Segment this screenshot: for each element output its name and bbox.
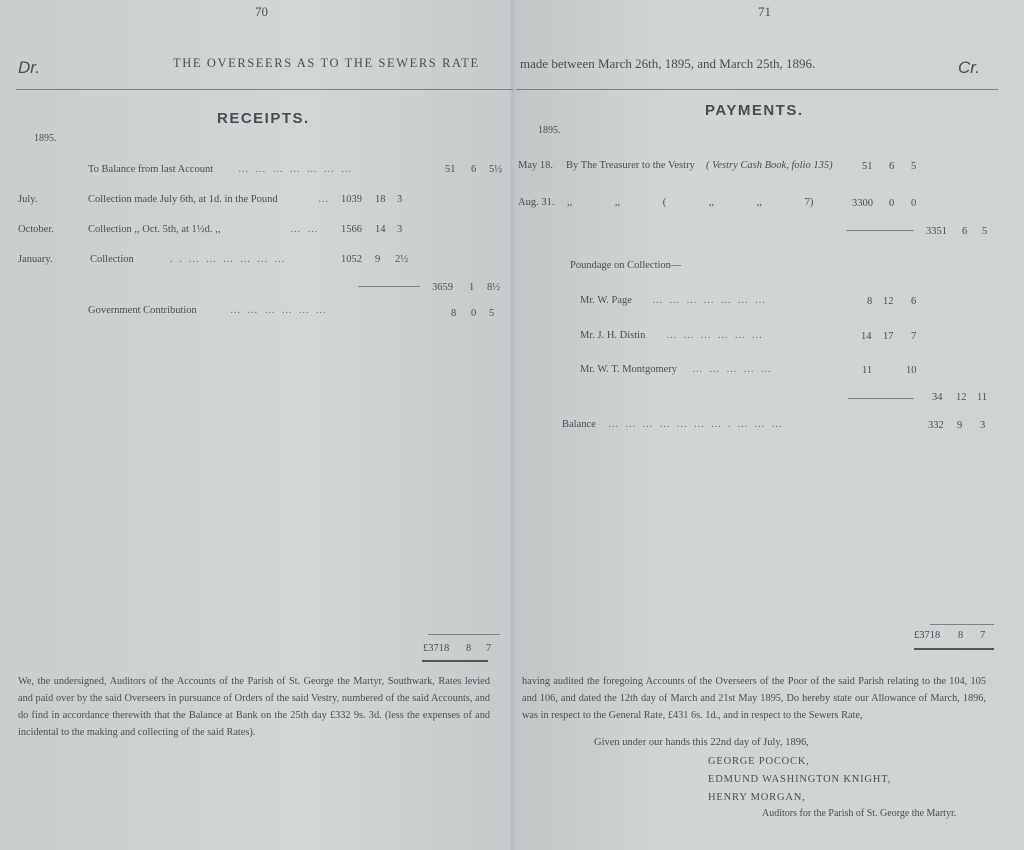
receipt-desc: Collection ,, Oct. 5th, at 1½d. ,, <box>88 224 221 235</box>
amount-pounds: 8 <box>451 308 457 319</box>
amount-pounds: 3300 <box>852 198 873 209</box>
amount-shillings: 6 <box>889 161 895 172</box>
year-left: 1895. <box>34 133 57 144</box>
leader-dots: … … … … … <box>692 364 773 375</box>
amount-pounds: 14 <box>861 331 872 342</box>
receipt-desc: To Balance from last Account <box>88 164 214 175</box>
leader-dots: … … … … … … <box>666 330 765 341</box>
balance-shillings: 9 <box>957 420 963 431</box>
total-rule-top-right <box>930 624 994 625</box>
total-shillings-right: 8 <box>958 630 964 641</box>
balance-label: Balance <box>562 419 596 430</box>
sub-pounds: 1039 <box>341 194 362 205</box>
sub-pounds: 1052 <box>341 254 362 265</box>
signatory-1: GEORGE POCOCK, <box>708 756 810 767</box>
amount-pence: 7 <box>911 331 917 342</box>
sub-shillings: 14 <box>375 224 386 235</box>
treasurer-total-pounds: 3351 <box>926 226 947 237</box>
leader-dots: … … … … … … … <box>652 295 768 306</box>
amount-pounds: 11 <box>862 365 873 376</box>
receipts-heading: RECEIPTS. <box>217 110 310 127</box>
payment-desc: By The Treasurer to the Vestry <box>566 160 695 171</box>
total-rule-top-left <box>428 634 500 635</box>
poundage-label: Poundage on Collection— <box>570 260 682 271</box>
amount-shillings: 17 <box>883 331 894 342</box>
amount-shillings: 12 <box>883 296 894 307</box>
amount-pounds: 8 <box>867 296 873 307</box>
poundage-rule <box>848 398 914 399</box>
poundage-name: Mr. W. T. Montgomery <box>580 364 678 375</box>
cr-label: Cr. <box>958 58 981 77</box>
poundage-total-shillings: 12 <box>956 392 967 403</box>
total-pence-left: 7 <box>486 643 492 654</box>
treasurer-total-shillings: 6 <box>962 226 968 237</box>
amount-pence: 10 <box>906 365 917 376</box>
poundage-total-pounds: 34 <box>932 392 943 403</box>
total-rule-bottom-left <box>422 660 488 662</box>
receipt-desc: Collection <box>90 254 134 265</box>
leader-dots: … … … … … … … <box>238 164 354 175</box>
amount-shillings: 0 <box>889 198 895 209</box>
leader-dots: … <box>318 194 331 205</box>
amount-shillings: 6 <box>471 164 477 175</box>
sub-pounds: 1566 <box>341 224 362 235</box>
subtotal-pounds: 3659 <box>432 282 453 293</box>
sub-pence: 3 <box>397 224 403 235</box>
page-number-right: 71 <box>758 4 771 19</box>
balance-pounds: 332 <box>928 420 944 431</box>
balance-pence: 3 <box>980 420 986 431</box>
receipt-desc: Collection made July 6th, at 1d. in the Pound <box>88 194 278 205</box>
header-rule-right <box>516 89 998 90</box>
signatory-2: EDMUND WASHINGTON KNIGHT, <box>708 774 892 785</box>
amount-pounds: 51 <box>445 164 456 175</box>
header-rule-left <box>16 89 513 90</box>
payments-heading: PAYMENTS. <box>705 102 804 119</box>
poundage-name: Mr. J. H. Distin <box>580 330 646 341</box>
payment-note: ( Vestry Cash Book, folio 135) <box>706 160 833 171</box>
receipt-month: October. <box>18 224 54 235</box>
sub-pence: 2½ <box>395 254 409 265</box>
signature-caption: Auditors for the Parish of St. George the Martyr. <box>762 808 957 819</box>
payment-date: Aug. 31. <box>518 197 555 208</box>
treasurer-rule <box>846 230 914 231</box>
payment-date: May 18. <box>518 160 553 171</box>
total-pounds-left: £3718 <box>423 643 450 654</box>
sub-shillings: 18 <box>375 194 386 205</box>
subtotal-pence: 8½ <box>487 282 501 293</box>
subtotal-rule <box>358 286 420 287</box>
total-rule-bottom-right <box>914 648 994 650</box>
title-left: THE OVERSEERS AS TO THE SEWERS RATE <box>173 56 480 70</box>
government-desc: Government Contribution <box>88 305 197 316</box>
total-pounds-right: £3718 <box>914 630 941 641</box>
amount-pence: 5 <box>911 161 917 172</box>
leader-dots: . . … … … … … … <box>170 254 287 265</box>
sub-shillings: 9 <box>375 254 381 265</box>
year-right: 1895. <box>538 125 561 136</box>
treasurer-total-pence: 5 <box>982 226 988 237</box>
dr-label: Dr. <box>18 58 41 77</box>
total-shillings-left: 8 <box>466 643 472 654</box>
sub-pence: 3 <box>397 194 403 205</box>
amount-pence: 6 <box>911 296 917 307</box>
leader-dots: … … … … … … … . … … … <box>608 419 784 430</box>
poundage-total-pence: 11 <box>977 392 988 403</box>
amount-pence: 5½ <box>489 164 503 175</box>
title-right: made between March 26th, 1895, and March 25th, 1896. <box>520 56 816 71</box>
subtotal-shillings: 1 <box>469 282 475 293</box>
page-number-left: 70 <box>255 4 268 19</box>
amount-shillings: 0 <box>471 308 477 319</box>
page-fold <box>510 0 516 850</box>
total-pence-right: 7 <box>980 630 986 641</box>
amount-pence: 5 <box>489 308 495 319</box>
leader-dots: … … <box>290 224 320 235</box>
leader-dots: … … … … … … <box>230 305 329 316</box>
amount-pence: 0 <box>911 198 917 209</box>
given-line: Given under our hands this 22nd day of July, 1896, <box>594 737 809 748</box>
payment-desc: ,, ,, ( ,, ,, 7) <box>567 197 814 208</box>
receipt-month: July. <box>18 194 38 205</box>
amount-pounds: 51 <box>862 161 873 172</box>
signatory-3: HENRY MORGAN, <box>708 792 806 803</box>
poundage-name: Mr. W. Page <box>580 295 632 306</box>
auditors-paragraph-right: having audited the foregoing Accounts of the Overseers of the Poor of the said Parish relating to the 104, 105 and 106, and dated the 12th day of March and 21st May 1895, Do hereby state our Allowance of March, 1896, was in respect to the General Rate, £431 6s. 1d., and in respect to the Sewers Rate, <box>522 676 986 721</box>
receipt-month: January. <box>18 254 53 265</box>
auditors-paragraph-left: We, the undersigned, Auditors of the Accounts of the Parish of St. George the Martyr, Southwark, Rates levied and paid over by the said Overseers in pursuance of Orders of the said Vestry, numbered of the said Accounts, and do find in accordance therewith that the Balance at Bank on the 25th day £332 9s. 3d. (less the expenses of and incidental to the making and collecting of the said Rates). <box>18 676 490 738</box>
